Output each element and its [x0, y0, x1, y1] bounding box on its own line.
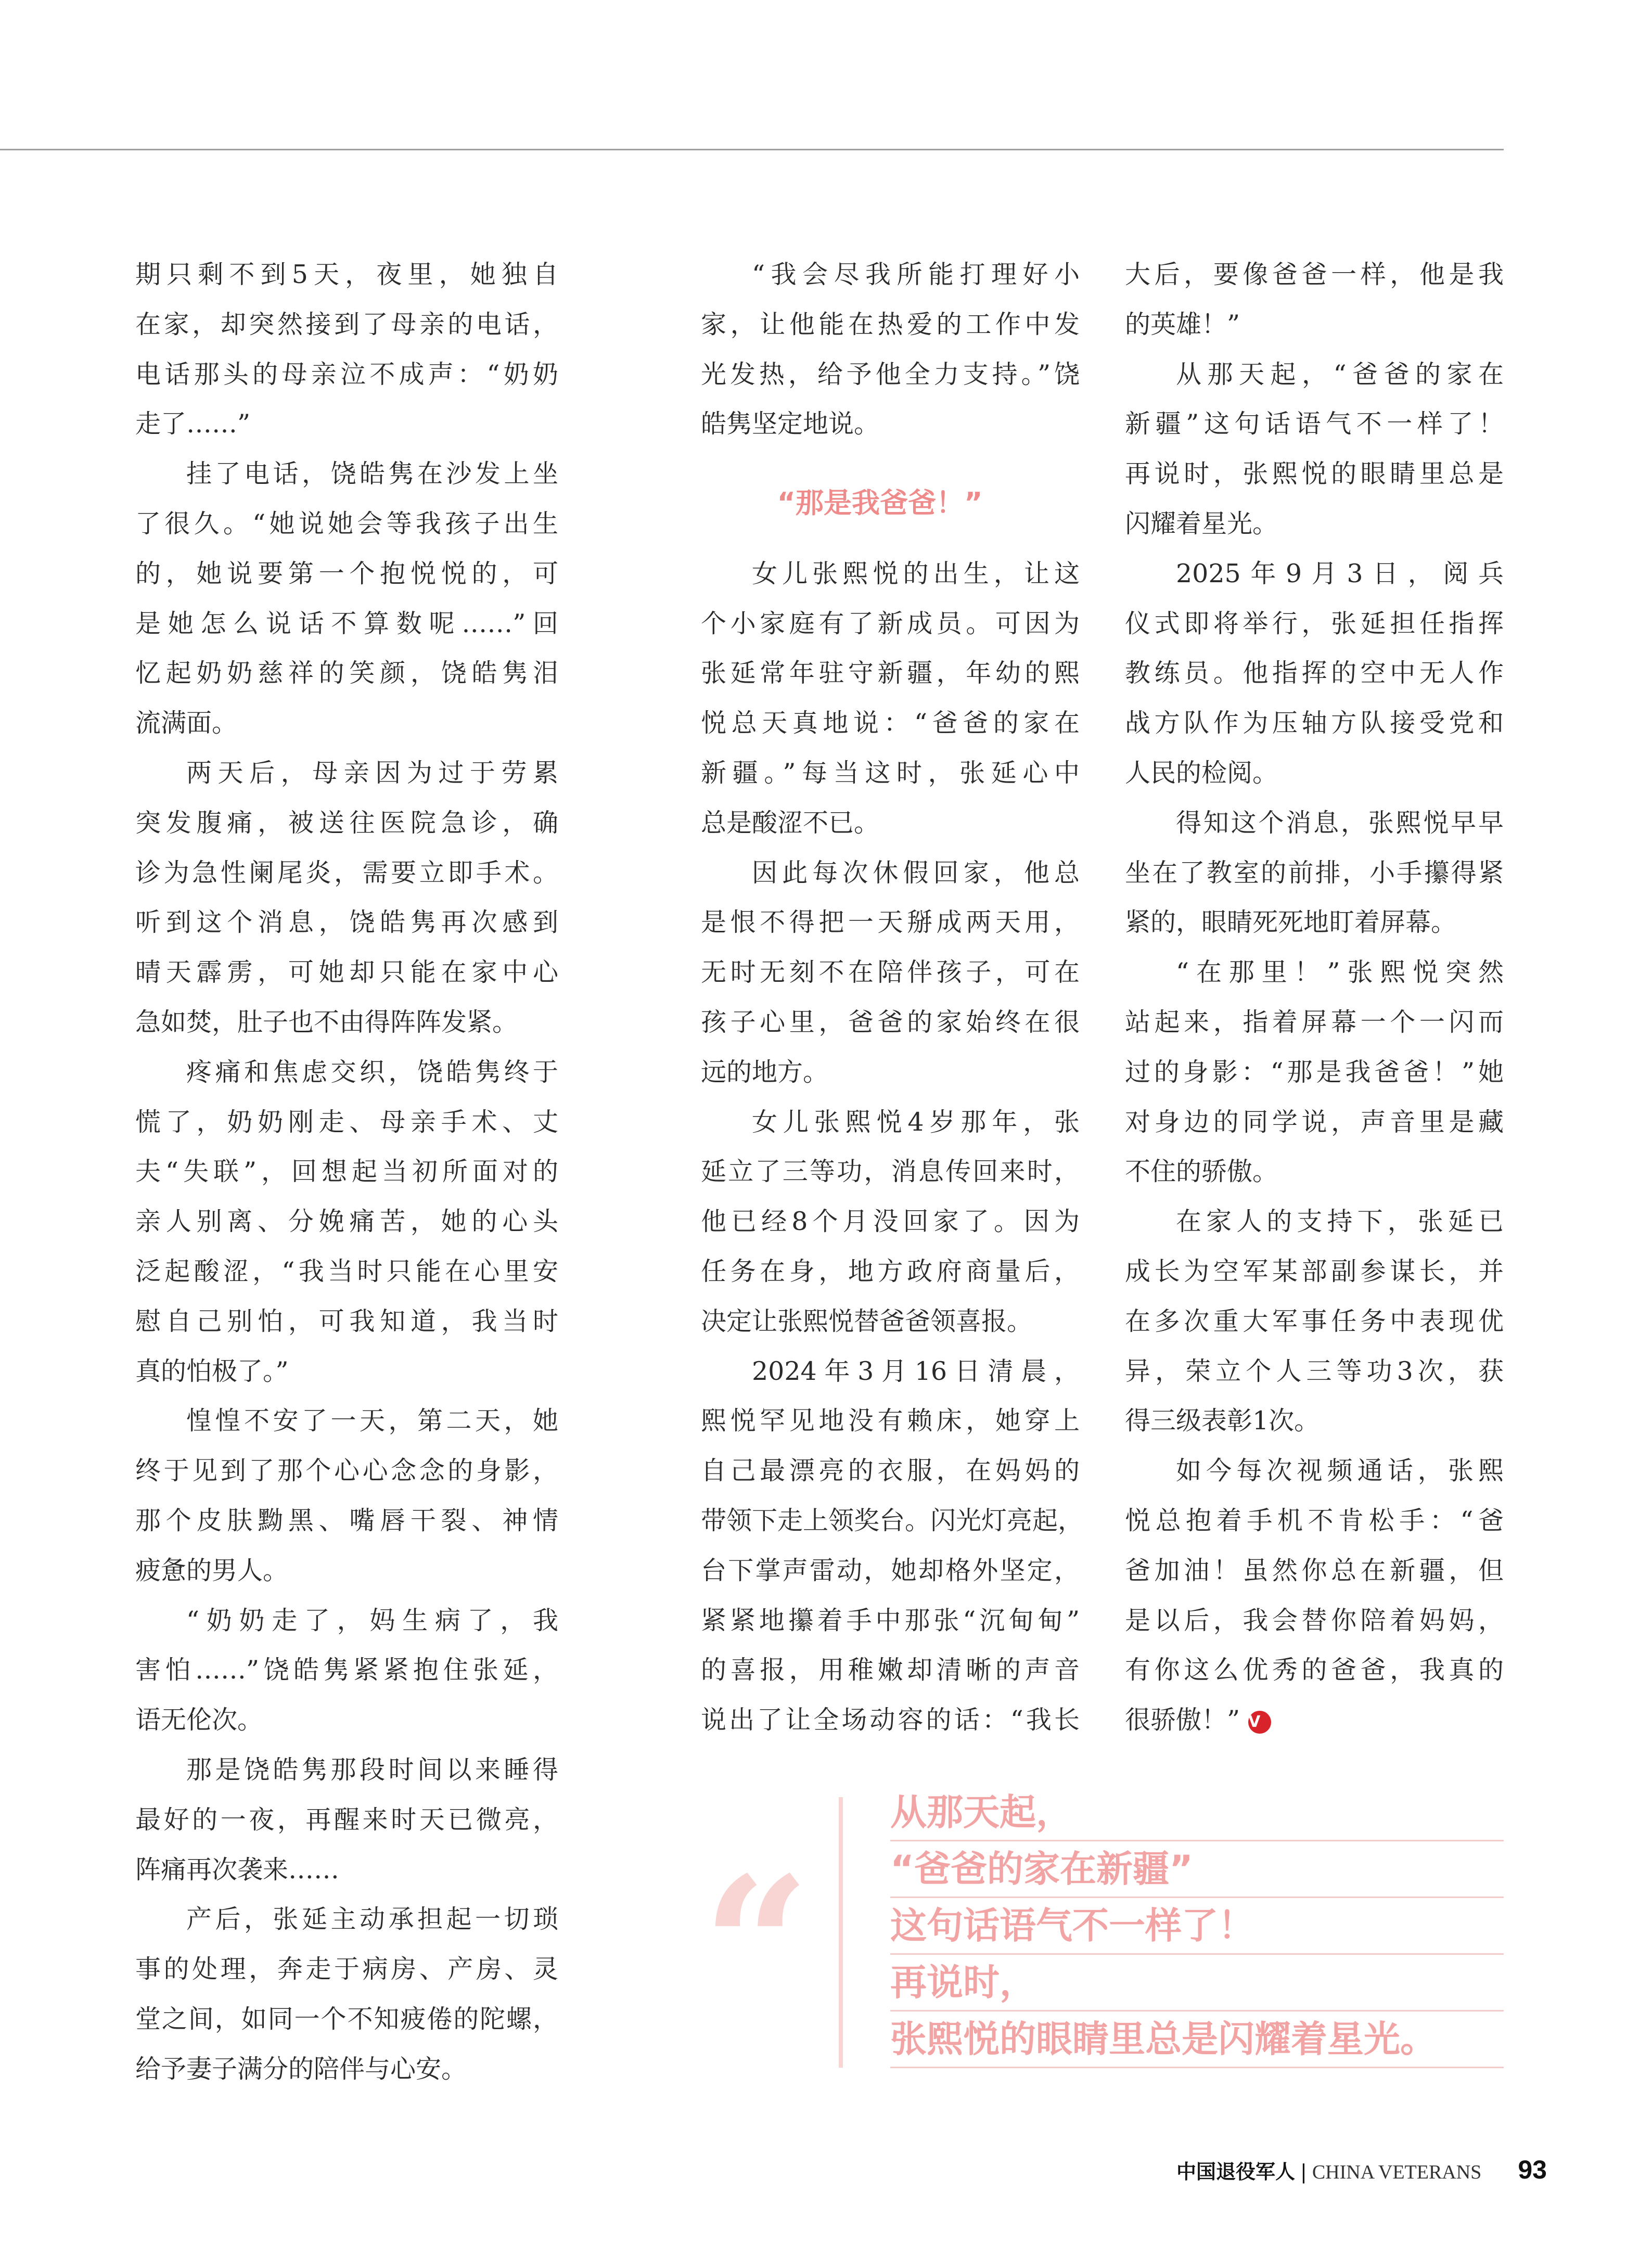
text-line-content: 了很久。“她说她会等我孩子出生 — [135, 508, 558, 539]
text-line — [701, 997, 1080, 1047]
text-line-content: 急如焚，肚子也不由得阵阵发紧。 — [135, 1007, 518, 1037]
text-line — [135, 549, 558, 599]
text-line-content: 诊为急性阑尾炎，需要立即手术。 — [135, 857, 558, 888]
text-line-content: 大后，要像爸爸一样，他是我 — [1125, 260, 1504, 289]
text-line-content: 得知这个消息，张熙悦早早 — [1176, 808, 1504, 838]
text-line-content: 带领下走上领奖台。闪光灯亮起， — [701, 1505, 1084, 1535]
text-line-content: 闪耀着星光。 — [1125, 508, 1278, 539]
paragraph — [135, 1596, 558, 1745]
pull-quote-bar — [839, 1797, 843, 2068]
page-footer — [1176, 2154, 1547, 2188]
text-line-content: 产后，张延主动承担起一切琐 — [186, 1904, 558, 1934]
text-line-content: 2024年3月16日清晨， — [752, 1356, 1080, 1386]
text-line — [135, 1347, 558, 1397]
paragraph — [1125, 250, 1504, 350]
text-line-content: 期只剩不到5天，夜里，她独自 — [135, 260, 558, 289]
pull-quote-line: 从那天起， — [890, 1785, 1504, 1841]
text-line-content: 最好的一夜，再醒来时天已微亮， — [135, 1804, 558, 1835]
text-line — [1125, 549, 1504, 599]
text-line — [701, 1596, 1080, 1646]
paragraph — [1125, 549, 1504, 798]
paragraph — [1125, 350, 1504, 549]
text-line-content: 对身边的同学说，声音里是藏 — [1125, 1107, 1504, 1137]
text-line — [135, 1297, 558, 1347]
text-line-content: 夫“失联”，回想起当初所面对的 — [135, 1157, 558, 1187]
text-line — [701, 1347, 1080, 1397]
text-line-content: 2025年9月3日，阅兵 — [1176, 558, 1504, 588]
text-line — [701, 1197, 1080, 1247]
text-line-content: 孩子心里，爸爸的家始终在很 — [701, 1007, 1080, 1037]
paragraph — [135, 1894, 558, 2094]
text-line-content: 泛起酸涩，“我当时只能在心里安 — [135, 1256, 558, 1286]
text-line — [135, 1596, 558, 1646]
text-line-content: 紧紧地攥着手中那张“沉甸甸” — [701, 1605, 1080, 1635]
text-line — [135, 300, 558, 350]
text-line-content: 个小家庭有了新成员。可因为 — [701, 608, 1080, 638]
text-line — [701, 698, 1080, 748]
text-line — [135, 1247, 558, 1297]
text-line — [701, 1496, 1084, 1546]
text-line-content: 晴天霹雳，可她却只能在家中心 — [135, 957, 558, 988]
text-line-content: 挂了电话，饶皓隽在沙发上坐 — [186, 459, 558, 489]
text-line-content: 女儿张熙悦的出生，让这 — [752, 558, 1080, 588]
text-line — [1125, 599, 1504, 649]
text-line-content: 亲人别离、分娩痛苦，她的心头 — [135, 1207, 558, 1237]
text-line — [701, 898, 1080, 947]
text-line — [135, 1845, 558, 1895]
text-line-content: 那个皮肤黝黑、嘴唇干裂、神情 — [135, 1505, 558, 1535]
text-line — [1125, 997, 1504, 1047]
text-line — [1125, 499, 1504, 549]
text-line — [1125, 698, 1504, 748]
text-line — [135, 2044, 558, 2094]
text-line-content: 无时无刻不在陪伴孩子，可在 — [701, 957, 1080, 988]
text-line-content: 紧的，眼睛死死地盯着屏幕。 — [1125, 907, 1457, 938]
text-line-content: 在多次重大军事任务中表现优 — [1125, 1306, 1504, 1336]
text-line-content: 异，荣立个人三等功3次，获 — [1125, 1356, 1504, 1386]
text-line-content: 事的处理，奔走于病房、产房、灵 — [135, 1954, 558, 1984]
text-line-content: 总是酸涩不已。 — [701, 808, 880, 838]
text-line — [135, 1496, 558, 1546]
text-line-content: 说出了让全场动容的话：“我长 — [701, 1705, 1080, 1735]
text-line — [135, 648, 558, 698]
text-line-content: 从那天起，“爸爸的家在 — [1176, 359, 1504, 389]
text-line-content: 是恨不得把一天掰成两天用， — [701, 907, 1080, 938]
text-line — [135, 947, 558, 997]
text-line — [135, 499, 558, 549]
text-line-content: 堂之间，如同一个不知疲倦的陀螺， — [135, 2004, 558, 2034]
text-line — [135, 350, 558, 400]
pull-quote-line: 这句话语气不一样了！ — [890, 1898, 1504, 1955]
text-line-content: 决定让张熙悦替爸爸领喜报。 — [701, 1306, 1033, 1336]
text-line-content: 站起来，指着屏幕一个一闪而 — [1125, 1007, 1504, 1037]
text-line — [135, 1645, 558, 1695]
text-line-content: 新疆”这句话语气不一样了！ — [1125, 409, 1504, 439]
text-line — [135, 1795, 558, 1845]
page-number: 93 — [1518, 2155, 1547, 2184]
text-line-content: 终于见到了那个心心念念的身影， — [135, 1456, 558, 1486]
text-line-content: 人民的检阅。 — [1125, 758, 1278, 788]
paragraph — [701, 250, 1080, 449]
text-line-content: 张延常年驻守新疆，年幼的熙 — [701, 658, 1080, 688]
text-line — [701, 1695, 1080, 1745]
header-rule — [0, 149, 1504, 150]
text-line-content: 那是饶皓隽那段时间以来睡得 — [186, 1754, 558, 1785]
paragraph — [1125, 798, 1504, 947]
text-line — [701, 549, 1080, 599]
text-line-content: 惶惶不安了一天，第二天，她 — [186, 1406, 558, 1436]
text-line — [1125, 1446, 1504, 1496]
text-line — [1125, 1645, 1504, 1695]
text-line — [701, 1446, 1080, 1496]
text-line — [135, 399, 558, 449]
paragraph — [135, 250, 558, 449]
text-line-content: 的，她说要第一个抱悦悦的，可 — [135, 558, 558, 588]
text-line — [135, 1047, 558, 1097]
text-line — [1125, 798, 1504, 848]
text-line — [1125, 1097, 1504, 1147]
text-line — [1125, 748, 1504, 798]
text-line-content: 家，让他能在热爱的工作中发 — [701, 309, 1080, 339]
article-column-2 — [701, 250, 1084, 1745]
text-line — [1125, 350, 1504, 400]
paragraph — [135, 748, 558, 1047]
text-line-content: 熙悦罕见地没有赖床，她穿上 — [701, 1406, 1080, 1436]
text-line-content: 教练员。他指挥的空中无人作 — [1125, 658, 1504, 688]
text-line-content: 流满面。 — [135, 708, 238, 738]
text-line — [135, 1446, 558, 1496]
text-line — [701, 1297, 1080, 1347]
text-line — [701, 947, 1080, 997]
text-line-content: 皓隽坚定地说。 — [701, 409, 880, 439]
text-line — [135, 1745, 558, 1795]
text-line — [135, 1944, 558, 1994]
text-line — [701, 748, 1080, 798]
text-line-content: 因此每次休假回家，他总 — [752, 857, 1080, 888]
pull-quote-line: 张熙悦的眼睛里总是闪耀着星光。 — [890, 2012, 1504, 2068]
text-line-content: “奶奶走了，妈生病了，我 — [186, 1605, 558, 1635]
text-line-content: 台下掌声雷动，她却格外坚定， — [701, 1555, 1080, 1585]
text-line — [701, 1546, 1080, 1596]
text-line-content: “在那里！”张熙悦突然 — [1176, 957, 1504, 988]
text-line — [135, 1396, 558, 1446]
text-line — [701, 798, 1080, 848]
text-line-content: 真的怕极了。” — [135, 1356, 289, 1386]
text-line — [701, 1097, 1080, 1147]
text-line-content: 光发热，给予他全力支持。”饶 — [701, 359, 1080, 389]
text-line — [1125, 1147, 1504, 1197]
text-line — [1125, 848, 1504, 898]
text-line-content: 不住的骄傲。 — [1125, 1157, 1278, 1187]
paragraph — [135, 1047, 558, 1397]
magazine-name-en: CHINA VETERANS — [1312, 2161, 1482, 2183]
paragraph — [1125, 1197, 1504, 1446]
text-line-content: 延立了三等功，消息传回来时， — [701, 1157, 1080, 1187]
text-line-content: 两天后，母亲因为过于劳累 — [186, 758, 558, 788]
text-line-content: 坐在了教室的前排，小手攥得紧 — [1125, 857, 1504, 888]
text-line-content: 疼痛和焦虑交织，饶皓隽终于 — [186, 1057, 558, 1087]
text-line-content: 有你这么优秀的爸爸，我真的 — [1125, 1655, 1504, 1685]
paragraph — [701, 549, 1080, 848]
text-line-content: 是以后，我会替你陪着妈妈， — [1125, 1605, 1504, 1635]
text-line — [701, 648, 1080, 698]
text-line — [1125, 300, 1504, 350]
pull-quote — [890, 1785, 1504, 2068]
text-line — [135, 997, 558, 1047]
text-line — [1125, 648, 1504, 698]
text-line — [701, 599, 1080, 649]
text-line-content: 新疆。”每当这时，张延心中 — [701, 758, 1080, 788]
text-line-content: 在家，却突然接到了母亲的电话， — [135, 309, 558, 339]
text-line-content: 的喜报，用稚嫩却清晰的声音 — [701, 1655, 1080, 1685]
text-line — [1125, 1695, 1504, 1745]
text-line-content: 听到这个消息，饶皓隽再次感到 — [135, 907, 558, 938]
text-line-content: 疲惫的男人。 — [135, 1555, 289, 1585]
text-line-content: 女儿张熙悦4岁那年，张 — [752, 1107, 1080, 1137]
text-line — [135, 1097, 558, 1147]
text-line — [701, 350, 1080, 400]
text-line — [135, 848, 558, 898]
text-line-content: 再说时，张熙悦的眼睛里总是 — [1125, 459, 1504, 489]
article-column-1 — [135, 250, 558, 2094]
text-line — [135, 1147, 558, 1197]
paragraph — [701, 1347, 1084, 1745]
text-line — [135, 1546, 558, 1596]
text-line — [701, 300, 1080, 350]
text-line-content: 战方队作为压轴方队接受党和 — [1125, 708, 1504, 738]
text-line-content: 远的地方。 — [701, 1057, 829, 1087]
pull-quote-line: “爸爸的家在新疆” — [890, 1841, 1504, 1898]
magazine-name-cn: 中国退役军人 — [1176, 2160, 1296, 2183]
text-line-content: 突发腹痛，被送往医院急诊，确 — [135, 808, 558, 838]
text-line-content: 语无伦次。 — [135, 1705, 263, 1735]
text-line — [135, 250, 558, 300]
text-line-content: 走了……” — [135, 409, 251, 439]
text-line — [1125, 947, 1504, 997]
text-line — [1125, 1197, 1504, 1247]
text-line-content: 成长为空军某部副参谋长，并 — [1125, 1256, 1504, 1286]
text-line-content: 过的身影：“那是我爸爸！”她 — [1125, 1057, 1504, 1087]
paragraph — [135, 449, 558, 748]
subheading-text: “那是我爸爸！” — [777, 486, 983, 519]
text-line — [1125, 399, 1504, 449]
text-line — [1125, 449, 1504, 499]
text-line — [135, 748, 558, 798]
text-line-content: 慰自己别怕，可我知道，我当时 — [135, 1306, 558, 1336]
text-line-content: 爸加油！虽然你总在新疆，但 — [1125, 1555, 1504, 1585]
paragraph — [135, 1745, 558, 1894]
text-line-content: 害怕……”饶皓隽紧紧抱住张延， — [135, 1655, 558, 1685]
text-line — [135, 1197, 558, 1247]
text-line-content: 的英雄！” — [1125, 309, 1240, 339]
text-line-content: 悦总抱着手机不肯松手：“爸 — [1125, 1505, 1504, 1535]
text-line-content: 很骄傲！” — [1125, 1705, 1240, 1735]
text-line — [701, 1047, 1080, 1097]
text-line — [1125, 1396, 1504, 1446]
text-line-content: 任务在身，地方政府商量后， — [701, 1256, 1080, 1286]
text-line-content: 电话那头的母亲泣不成声：“奶奶 — [135, 359, 558, 389]
paragraph — [1125, 947, 1504, 1197]
paragraph — [701, 1097, 1080, 1347]
text-line-content: 在家人的支持下，张延已 — [1176, 1207, 1504, 1237]
text-line-content: “我会尽我所能打理好小 — [752, 260, 1080, 289]
article-column-3 — [1125, 250, 1504, 1745]
text-line-content: 是她怎么说话不算数呢……”回 — [135, 608, 558, 638]
text-line-content: 自己最漂亮的衣服，在妈妈的 — [701, 1456, 1080, 1486]
text-line — [1125, 250, 1504, 300]
text-line — [1125, 1347, 1504, 1397]
quote-mark-icon: “ — [702, 1836, 811, 2056]
end-of-article-mark-icon: V — [1248, 1711, 1271, 1734]
footer-separator: | — [1300, 2160, 1307, 2183]
text-line — [701, 1147, 1080, 1197]
text-line — [135, 698, 558, 748]
text-line-content: 给予妻子满分的陪伴与心安。 — [135, 2054, 467, 2084]
section-subheading — [701, 449, 1080, 549]
paragraph — [1125, 1446, 1504, 1745]
text-line — [1125, 1247, 1504, 1297]
paragraph — [701, 848, 1080, 1097]
text-line — [135, 1695, 558, 1745]
pull-quote-line: 再说时， — [890, 1955, 1504, 2012]
text-line — [1125, 1047, 1504, 1097]
text-line-content: 如今每次视频通话，张熙 — [1176, 1456, 1504, 1486]
text-line-content: 得三级表彰1次。 — [1125, 1406, 1320, 1436]
text-line — [701, 250, 1080, 300]
text-line — [701, 399, 1080, 449]
text-line — [135, 1994, 558, 2044]
text-line — [135, 798, 558, 848]
paragraph — [135, 1396, 558, 1595]
text-line — [135, 599, 558, 649]
text-line-content: 忆起奶奶慈祥的笑颜，饶皓隽泪 — [135, 658, 558, 688]
text-line-content: 悦总天真地说：“爸爸的家在 — [701, 708, 1080, 738]
text-line — [135, 898, 558, 947]
text-line — [1125, 1546, 1504, 1596]
text-line — [1125, 1596, 1504, 1646]
text-line-content: 慌了，奶奶刚走、母亲手术、丈 — [135, 1107, 558, 1137]
text-line — [1125, 1297, 1504, 1347]
text-line-content: 仪式即将举行，张延担任指挥 — [1125, 608, 1504, 638]
text-line — [1125, 1496, 1504, 1546]
text-line — [701, 848, 1080, 898]
text-line — [701, 1396, 1080, 1446]
text-line — [135, 449, 558, 499]
text-line-content: 阵痛再次袭来…… — [135, 1854, 340, 1885]
text-line — [135, 1894, 558, 1944]
text-line — [701, 1247, 1080, 1297]
text-line-content: 他已经8个月没回家了。因为 — [701, 1207, 1080, 1237]
text-line — [701, 1645, 1080, 1695]
text-line — [1125, 898, 1504, 947]
